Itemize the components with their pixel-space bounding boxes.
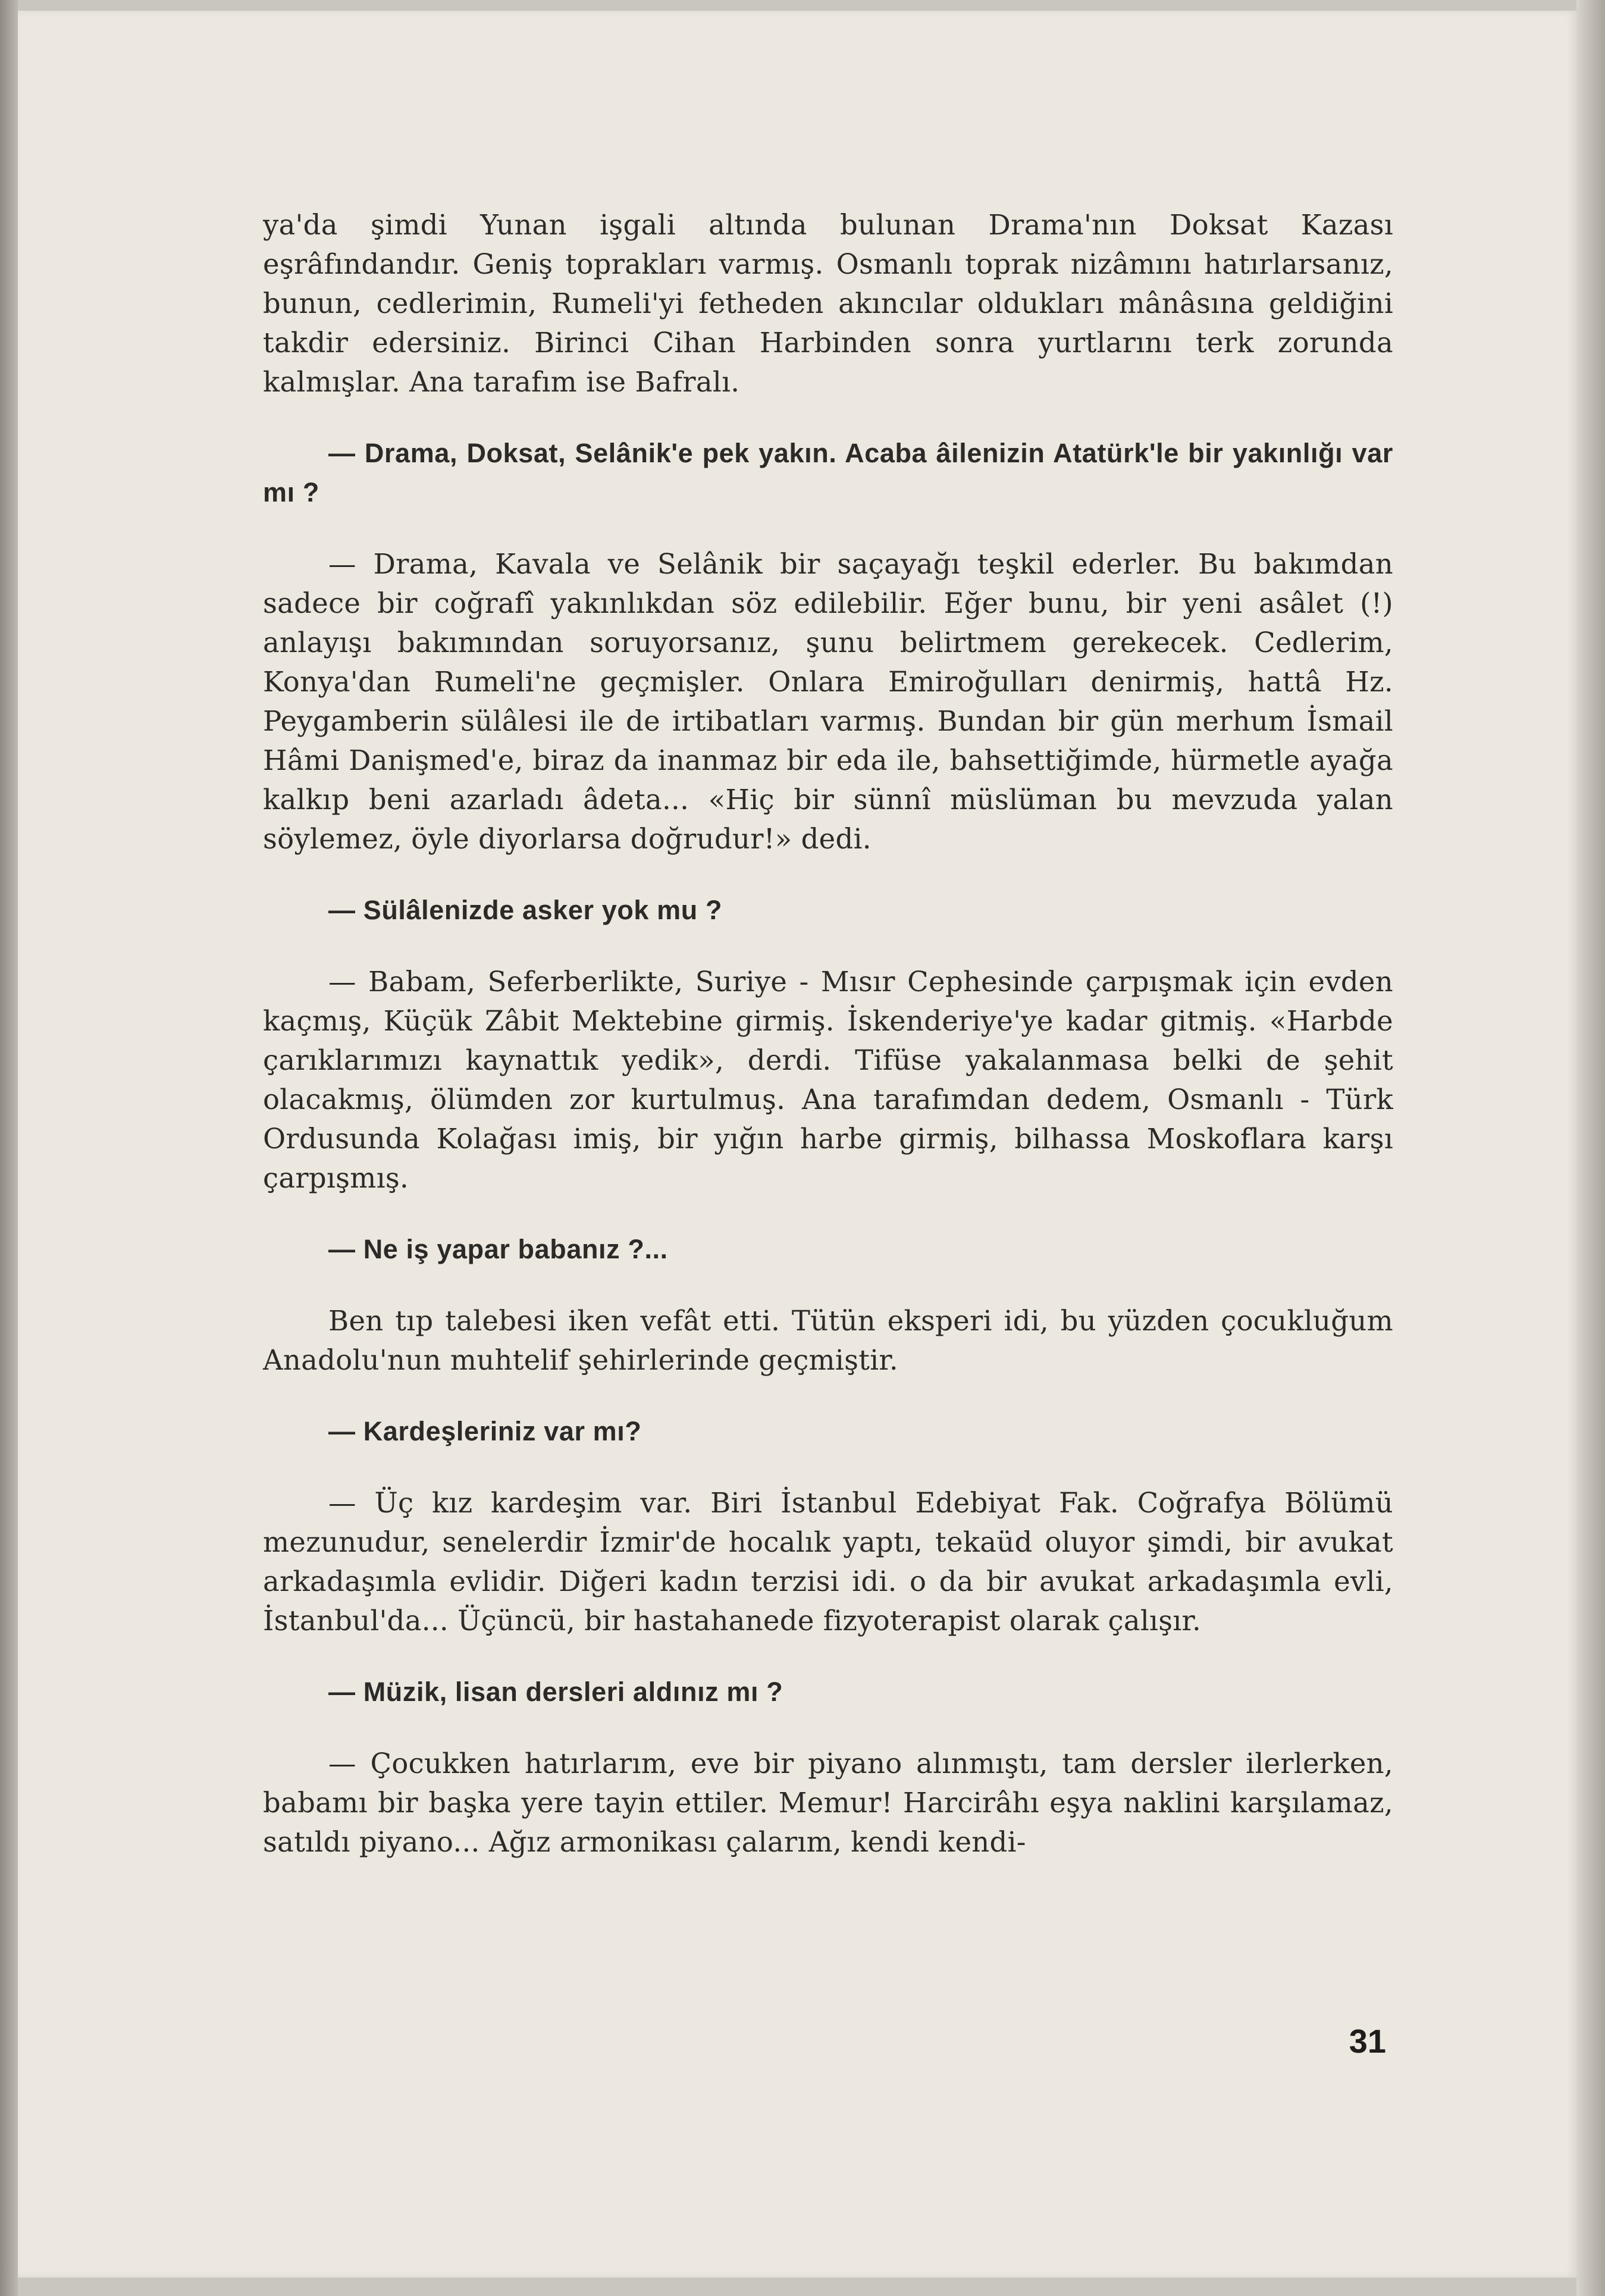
question-muzik: — Müzik, lisan dersleri aldınız mı ? <box>328 1677 783 1707</box>
question-asker: — Sülâlenizde asker yok mu ? <box>328 895 723 925</box>
answer-paragraph-3: — Babam, Seferberlikte, Suriye - Mısır Cephesinde çarpışmak için evden kaçmış, Küçük Zâbit Mektebine girmiş. İskenderiye'ye kadar gitmiş. «Harbde çarıklarımızı kaynattık yedik», derdi. Tifüse yakalanmasa belki de şehit olacakmış, ölümden zor kurtulmuş. Ana tarafımdan dedem, Osmanlı - Türk Ordusunda Kolağası imiş, bir yığın harbe girmiş, bilhassa Moskoflara karşı çarpışmış. <box>263 966 1393 1194</box>
binding-edge <box>0 0 18 2296</box>
answer-paragraph-1: ya'da şimdi Yunan işgali altında bulunan Drama'nın Doksat Kazası eşrâfındandır. Geniş toprakları varmış. Osmanlı toprak nizâmını hatırlarsanız, bunun, cedlerimin, Rumeli'yi fetheden akıncılar oldukları mânâsına geldiğini takdir edersiniz. Birinci Cihan Harbinden sonra yurtlarını terk zorunda kalmışlar. Ana tarafım ise Bafralı. <box>263 209 1393 398</box>
question-baba: — Ne iş yapar babanız ?... <box>328 1234 668 1264</box>
page-number: 31 <box>1349 2022 1386 2060</box>
answer-paragraph-4: Ben tıp talebesi iken vefât etti. Tütün eksperi idi, bu yüzden çocukluğum Anadolu'nun muhtelif şehirlerinde geçmiştir. <box>263 1305 1393 1376</box>
answer-paragraph-5: — Üç kız kardeşim var. Biri İstanbul Edebiyat Fak. Coğrafya Bölümü mezunudur, senelerdir İzmir'de hocalık yaptı, tekaüd oluyor şimdi, bir avukat arkadaşımla evlidir. Diğeri kadın terzisi idi. o da bir avukat arkadaşımla evli, İstanbul'da... Üçüncü, bir hastahanede fizyoterapist olarak çalışır. <box>263 1487 1393 1637</box>
question-kardesler: — Kardeşleriniz var mı? <box>328 1416 642 1446</box>
answer-paragraph-6: — Çocukken hatırlarım, eve bir piyano alınmıştı, tam dersler ilerlerken, babamı bir başka yere tayin ettiler. Memur! Harcirâhı eşya naklini karşılamaz, satıldı piyano... Ağız armonikası çalarım, kendi kendi- <box>263 1747 1393 1858</box>
question-drama-doksat: — Drama, Doksat, Selânik'e pek yakın. Acaba âilenizin Atatürk'le bir yakınlığı var mı ? <box>263 438 1393 508</box>
answer-paragraph-2: — Drama, Kavala ve Selânik bir saçayağı teşkil ederler. Bu bakımdan sadece bir coğrafî yakınlıkdan söz edilebilir. Eğer bunu, bir yeni asâlet (!) anlayışı bakımından soruyorsanız, şunu belirtmem gerekecek. Cedlerim, Konya'dan Rumeli'ne geçmişler. Onlara Emiroğulları denirmiş, hattâ Hz. Peygamberin sülâlesi ile de irtibatları varmış. Bundan bir gün merhum İsmail Hâmi Danişmed'e, biraz da inanmaz bir eda ile, bahsettiğimde, hürmetle ayağa kalkıp beni azarladı âdeta... «Hiç bir sünnî müslüman bu mevzuda yalan söylemez, öyle diyorlarsa doğrudur!» dedi. <box>263 548 1393 855</box>
page-stack-edge <box>1576 0 1605 2296</box>
page-text <box>263 205 1393 1862</box>
